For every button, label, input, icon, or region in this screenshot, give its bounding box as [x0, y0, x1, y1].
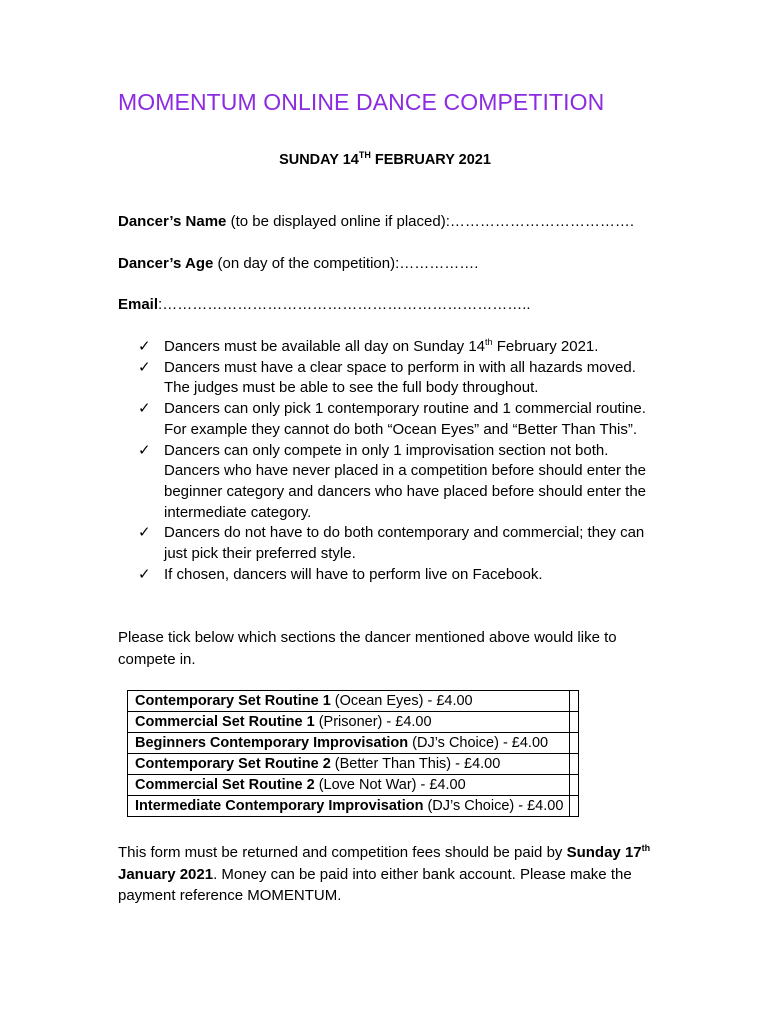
table-row: [128, 733, 579, 754]
section-checkbox[interactable]: [570, 754, 579, 775]
dancer-age-label: Dancer’s Age: [118, 255, 214, 272]
rule-item: ✓ Dancers must be available all day on Sunday 14th February 2021.: [138, 337, 658, 358]
rule-item: ✓ Dancers can only pick 1 contemporary routine and 1 commercial routine. For example they cannot do both “Ocean Eyes” and “Better Than This”.: [138, 400, 646, 438]
sections-table: [127, 690, 579, 817]
table-row: [128, 712, 579, 733]
page-title: MOMENTUM ONLINE DANCE COMPETITION: [118, 89, 605, 115]
dancer-name-field[interactable]: Dancer’s Name (to be displayed online if placed):……………………………….: [118, 213, 635, 230]
email-field[interactable]: Email:………………………………………………………………..: [118, 296, 531, 313]
rule-item: ✓ If chosen, dancers will have to perform live on Facebook.: [138, 565, 658, 586]
checkmark-icon: ✓: [138, 565, 151, 583]
competition-date: SUNDAY 14TH FEBRUARY 2021: [279, 150, 491, 168]
section-label: Beginners Contemporary Improvisation (DJ’s Choice) - £4.00: [128, 733, 570, 754]
table-row: [128, 754, 579, 775]
checkmark-icon: ✓: [138, 441, 151, 459]
section-checkbox[interactable]: [570, 796, 579, 817]
section-label: Contemporary Set Routine 2 (Better Than This) - £4.00: [128, 754, 570, 775]
table-row: [128, 691, 579, 712]
payment-deadline: Sunday 17th January 2021: [118, 843, 651, 883]
section-label: Commercial Set Routine 2 (Love Not War) - £4.00: [128, 775, 570, 796]
checkmark-icon: ✓: [138, 338, 151, 355]
rule-item: ✓ Dancers must have a clear space to perform in with all hazards moved. The judges must be able to see the full body throughout.: [138, 358, 636, 397]
rule-item: ✓ Dancers do not have to do both contemporary and commercial; they can just pick their preferred style.: [138, 524, 645, 563]
section-label: Intermediate Contemporary Improvisation (DJ’s Choice) - £4.00: [128, 796, 570, 817]
checkmark-icon: ✓: [138, 358, 151, 376]
rule-item: ✓ Dancers can only compete in only 1 improvisation section not both. Dancers who have never placed in a competition before should enter the beginner category and dancers who have placed before should enter the intermediate category.: [138, 441, 646, 521]
dancer-age-field[interactable]: Dancer’s Age (on day of the competition):…………….: [118, 255, 479, 272]
table-row: [128, 796, 579, 817]
table-row: [128, 775, 579, 796]
rules-list: [138, 337, 658, 585]
section-checkbox[interactable]: [570, 691, 579, 712]
section-checkbox[interactable]: [570, 733, 579, 754]
email-label: Email: [118, 296, 159, 313]
checkmark-icon: ✓: [138, 524, 151, 542]
section-checkbox[interactable]: [570, 712, 579, 733]
section-checkbox[interactable]: [570, 775, 579, 796]
section-label: Contemporary Set Routine 1 (Ocean Eyes) - £4.00: [128, 691, 570, 712]
checkmark-icon: ✓: [138, 400, 151, 418]
instructions-text: Please tick below which sections the dancer mentioned above would like to compete in.: [118, 629, 617, 668]
dancer-name-label: Dancer’s Name: [118, 213, 227, 230]
section-label: Commercial Set Routine 1 (Prisoner) - £4.00: [128, 712, 570, 733]
payment-note: This form must be returned and competition fees should be paid by Sunday 17th January 2021. Money can be paid into either bank account. Please make the payment reference MOMENTUM.: [118, 843, 651, 904]
